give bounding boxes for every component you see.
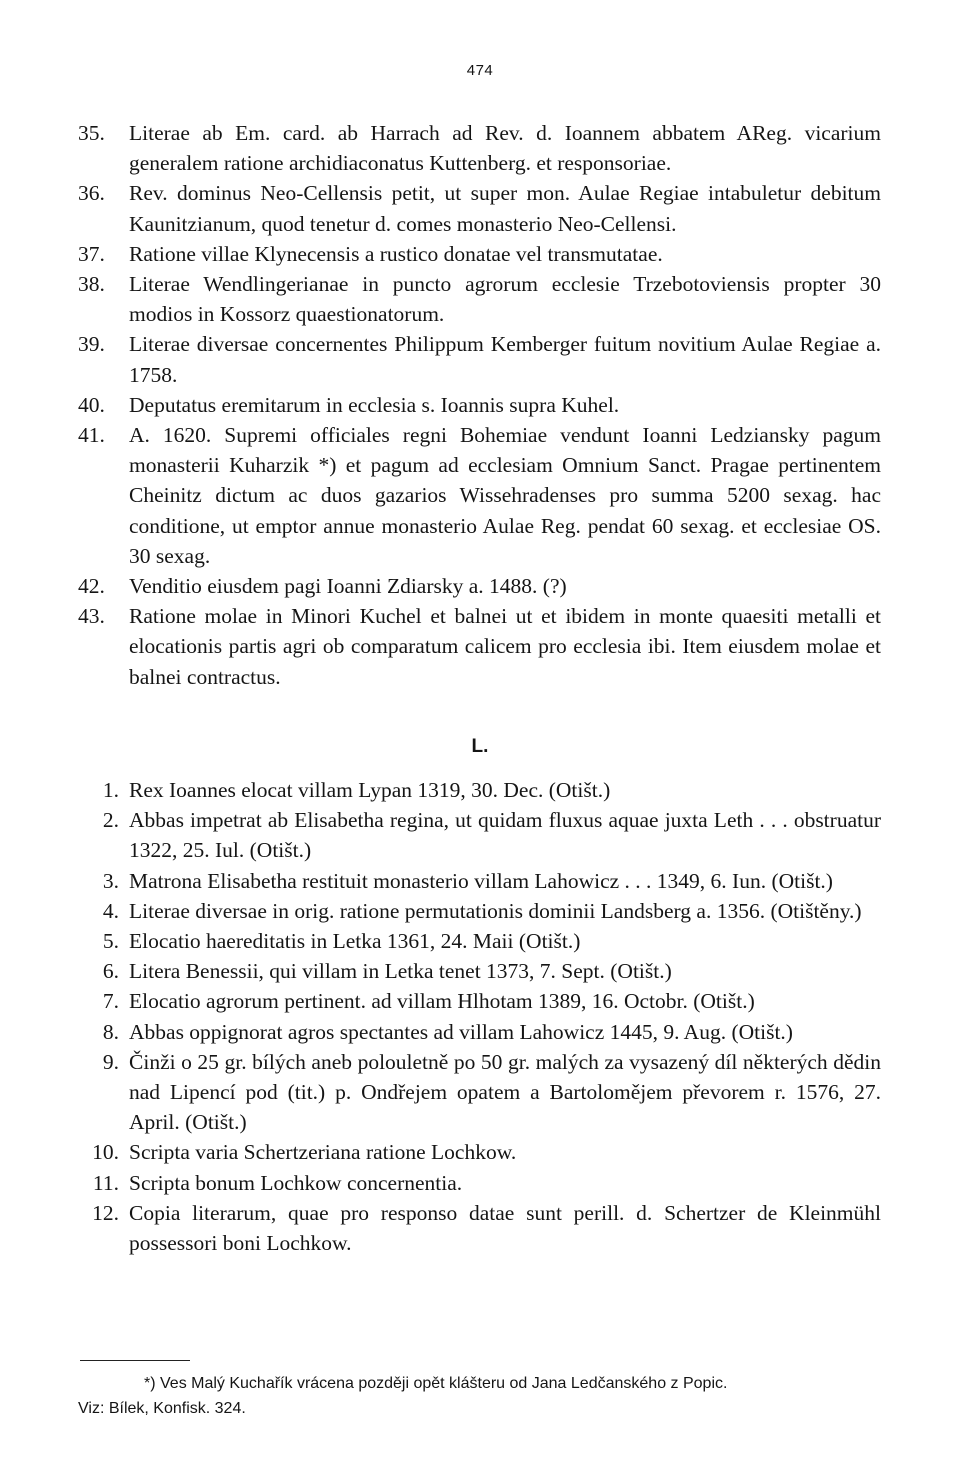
page-number: 474 bbox=[466, 62, 494, 79]
item-text: Rev. dominus Neo-Cellensis petit, ut super mon. Aulae Regiae intabuletur debitum Kaunitzianum, quod tenetur d. comes monasterio Neo-Cellensi. bbox=[129, 181, 881, 236]
item-number: 5. bbox=[102, 929, 119, 954]
item-number: 1. bbox=[102, 778, 119, 802]
item-text: Abbas impetrat ab Elisabetha regina, ut quidam fluxus aquae juxta Leth . . . obstruatur 1322, 25. Iul. (Otišt.) bbox=[129, 808, 881, 863]
list-item bbox=[78, 601, 881, 692]
footnote-reference: Viz: Bílek, Konfisk. 324. bbox=[78, 1400, 246, 1417]
item-number: 4. bbox=[102, 898, 119, 923]
item-number: 43. bbox=[78, 604, 105, 629]
footnote-rule bbox=[80, 1360, 190, 1361]
item-text: Rex Ioannes elocat villam Lypan 1319, 30. Dec. (Otišt.) bbox=[129, 778, 611, 802]
item-number: 36. bbox=[78, 181, 105, 206]
item-text: Literae diversae in orig. ratione permutationis dominii Landsberg a. 1356. (Otištěny.) bbox=[129, 898, 862, 923]
item-number: 37. bbox=[78, 241, 105, 266]
item-number: 3. bbox=[102, 868, 119, 893]
item-number: 9. bbox=[102, 1049, 119, 1074]
list-item bbox=[78, 571, 881, 601]
list-item bbox=[78, 1198, 881, 1258]
item-number: 40. bbox=[78, 392, 105, 417]
entries-l bbox=[78, 775, 881, 1258]
item-text: Matrona Elisabetha restituit monasterio villam Lahowicz . . . 1349, 6. Iun. (Otišt.) bbox=[129, 868, 833, 893]
item-number: 11. bbox=[92, 1170, 119, 1195]
list-item bbox=[78, 775, 881, 805]
item-text: Literae ab Em. card. ab Harrach ad Rev. d. Ioannem abbatem AReg. vicarium generalem ratione archidiaconatus Kuttenberg. et responsoriae. bbox=[129, 121, 881, 176]
list-item bbox=[78, 986, 881, 1016]
item-number: 6. bbox=[102, 959, 119, 984]
list-item bbox=[78, 390, 881, 420]
list-item bbox=[78, 1047, 881, 1138]
item-text: Litera Benessii, qui villam in Letka tenet 1373, 7. Sept. (Otišt.) bbox=[129, 959, 672, 984]
item-number: 8. bbox=[102, 1019, 119, 1044]
list-item bbox=[78, 896, 881, 926]
list-item bbox=[78, 1017, 881, 1047]
item-text: Elocatio haereditatis in Letka 1361, 24. Maii (Otišt.) bbox=[129, 929, 581, 954]
list-item bbox=[78, 269, 881, 329]
list-item bbox=[78, 239, 881, 269]
item-text: Elocatio agrorum pertinent. ad villam Hlhotam 1389, 16. Octobr. (Otišt.) bbox=[129, 989, 755, 1014]
item-number: 41. bbox=[78, 423, 105, 448]
section-heading: L. bbox=[471, 736, 489, 757]
footnote: *) Ves Malý Kuchařík vrácena později opět klášteru od Jana Ledčanského z Popic. bbox=[144, 1375, 728, 1392]
item-text: Ratione molae in Minori Kuchel et balnei ut et ibidem in monte quaesiti metalli et elocationis partis agri ob comparatum calicem pro ecclesia ibi. Item eiusdem molae et balnei contractus. bbox=[129, 604, 881, 689]
item-text: Deputatus eremitarum in ecclesia s. Ioannis supra Kuhel. bbox=[129, 392, 620, 417]
list-item bbox=[78, 1137, 881, 1167]
item-text: A. 1620. Supremi officiales regni Bohemiae vendunt Ioanni Ledziansky pagum monasterii Kuharzik *) et pagum ad ecclesiam Omnium Sanct. Pragae pertinentem Cheinitz dictum ac duos gazarios Wissehradenses pro summa 5200 sexag. hac conditione, ut emptor annue monasterio Aulae Reg. pendat 60 sexag. et ecclesiae OS. 30 sexag. bbox=[129, 423, 881, 568]
list-item bbox=[78, 329, 881, 389]
item-number: 42. bbox=[78, 574, 105, 599]
item-number: 2. bbox=[102, 808, 119, 833]
list-item bbox=[78, 866, 881, 896]
list-item bbox=[78, 178, 881, 238]
item-number: 35. bbox=[78, 121, 105, 145]
item-text: Scripta varia Schertzeriana ratione Lochkow. bbox=[129, 1140, 517, 1165]
item-text: Literae diversae concernentes Philippum Kemberger fuitum novitium Aulae Regiae a. 1758. bbox=[129, 332, 881, 387]
list-item bbox=[78, 420, 881, 571]
list-item bbox=[78, 118, 881, 178]
item-text: Scripta bonum Lochkow concernentia. bbox=[129, 1170, 463, 1195]
list-item bbox=[78, 926, 881, 956]
item-number: 7. bbox=[102, 989, 119, 1014]
item-text: Ratione villae Klynecensis a rustico donatae vel transmutatae. bbox=[129, 241, 663, 266]
item-text: Venditio eiusdem pagi Ioanni Zdiarsky a. 1488. (?) bbox=[129, 574, 567, 599]
list-item bbox=[78, 956, 881, 986]
item-number: 12. bbox=[92, 1200, 119, 1225]
item-number: 38. bbox=[78, 272, 105, 297]
entries-top bbox=[78, 118, 881, 692]
item-number: 10. bbox=[92, 1140, 119, 1165]
list-item bbox=[78, 1168, 881, 1198]
item-text: Abbas oppignorat agros spectantes ad villam Lahowicz 1445, 9. Aug. (Otišt.) bbox=[129, 1019, 793, 1044]
list-item bbox=[78, 805, 881, 865]
item-text: Činži o 25 gr. bílých aneb polouletně po 50 gr. malých za vysazený díl některých dědin nad Lipencí pod (tit.) p. Ondřejem opatem a Bartolomějem převorem r. 1576, 27. April. (Otišt.) bbox=[129, 1049, 881, 1135]
item-text: Literae Wendlingerianae in puncto agrorum ecclesie Trzebotoviensis propter 30 modios in Kossorz quaestionatorum. bbox=[129, 272, 881, 327]
item-text: Copia literarum, quae pro responso datae sunt perill. d. Schertzer de Kleinmühl possessori boni Lochkow. bbox=[129, 1200, 881, 1256]
item-number: 39. bbox=[78, 332, 105, 357]
